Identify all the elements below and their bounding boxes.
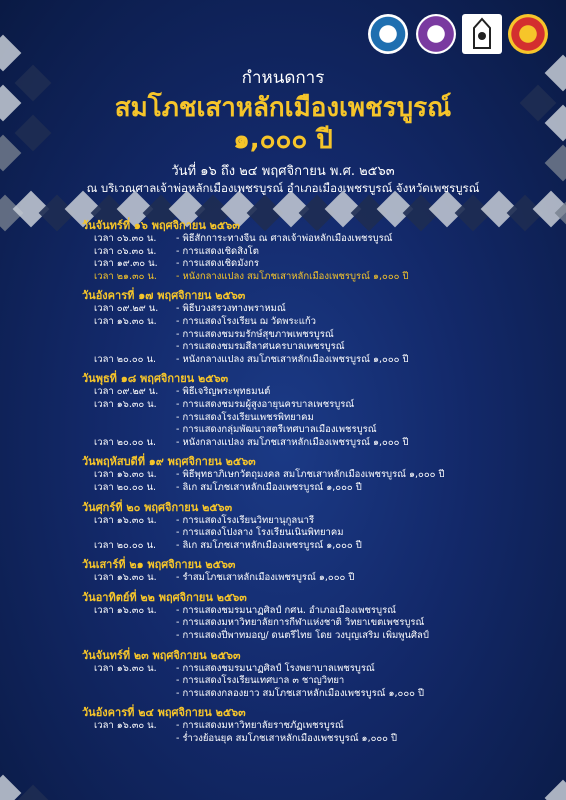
temple-icon (462, 14, 502, 54)
schedule-item: เวลา ๐๙.๒๙ น. - พิธีบวงสรวงทางพราหมณ์ (94, 303, 286, 315)
schedule-item: เวลา ๑๖.๓๐ น. - การแสดงโรงเรียน ฌ วัดพระแก้ว (94, 315, 316, 327)
emblem-icon (508, 14, 548, 54)
schedule-item: เวลา ๑๖.๓๐ น. - การแสดงมหาวิทยาลัยราชภัฏเพชรบูรณ์ (94, 720, 344, 732)
schedule-item: - การแสดงปี่พาทมอญ/ ดนตรีไทย โดย วงบุญเสริม เพิ่มพูนศิลป์ (176, 630, 429, 642)
schedule-item: - การแสดงโรงเรียนเทศบาล ๓ ชาญวิทยา (176, 675, 345, 687)
schedule-item: - การแสดงกลุ่มพัฒนาสตรีเทศบาลเมืองเพชรบูรณ์ (176, 424, 377, 436)
schedule-item: - การแสดงกลองยาว สมโภชเสาหลักเมืองเพชรบูรณ์ ๑,๐๐๐ ปี (176, 687, 425, 699)
day-heading: วันจันทร์ที่ ๑๖ พฤศจิกายน ๒๕๖๓ (82, 219, 240, 232)
event-venue: ณ บริเวณศาลเจ้าพ่อหลักเมืองเพชรบูรณ์ อำเภอเมืองเพชรบูรณ์ จังหวัดเพชรบูรณ์ (86, 181, 480, 195)
day-heading: วันอังคารที่ ๒๔ พฤศจิกายน ๒๕๖๓ (82, 706, 246, 720)
seal-icon (368, 14, 408, 54)
schedule-item: เวลา ๐๖.๓๐ น. - พิธีสักการะทางจีน ณ ศาลเจ้าพ่อหลักเมืองเพชรบูรณ์ (94, 233, 393, 244)
schedule-item: เวลา ๒๑.๓๐ น. - หนังกลางแปลง สมโภชเสาหลักเมืองเพชรบูรณ์ ๑,๐๐๐ ปี (94, 270, 409, 282)
day-heading: วันอังคารที่ ๑๗ พฤศจิกายน ๒๕๖๓ (82, 289, 246, 303)
schedule-item: เวลา ๑๖.๓๐ น. - การแสดงชมรมนาฏศิลป์ โรงพยาบาลเพชรบูรณ์ (94, 662, 375, 674)
schedule-item: เวลา ๒๐.๐๐ น. - ลิเก สมโภชเสาหลักเมืองเพชรบูรณ์ ๑,๐๐๐ ปี (94, 539, 362, 551)
event-dates: วันที่ ๑๖ ถึง ๒๔ พฤศจิกายน พ.ศ. ๒๕๖๓ (171, 164, 395, 179)
schedule-item: เวลา ๑๖.๓๐ น. - รำสมโภชเสาหลักเมืองเพชรบูรณ์ ๑,๐๐๐ ปี (94, 572, 355, 584)
day-heading: วันเสาร์ที่ ๒๑ พฤศจิกายน ๒๕๖๓ (82, 558, 236, 572)
schedule-item: เวลา ๑๙.๓๐ น. - การแสดงเชิดมังกร (94, 258, 259, 270)
university-icon (416, 14, 456, 54)
schedule-item: - ร่ำวงย้อนยุค สมโภชเสาหลักเมืองเพชรบูรณ์ ๑,๐๐๐ ปี (176, 733, 398, 745)
schedule-item: เวลา ๒๐.๐๐ น. - หนังกลางแปลง สมโภชเสาหลักเมืองเพชรบูรณ์ ๑,๐๐๐ ปี (94, 436, 409, 448)
heading-schedule: กำหนดการ (241, 68, 325, 88)
schedule-item: เวลา ๑๖.๓๐ น. - พิธีพุทธาภิเษกวัตถุมงคล สมโภชเสาหลักเมืองเพชรบูรณ์ ๑,๐๐๐ ปี (94, 469, 445, 481)
schedule-item: เวลา ๑๖.๓๐ น. - การแสดงชมรมนาฏศิลป์ กศน. อำเภอเมืองเพชรบูรณ์ (94, 604, 396, 616)
schedule-item: เวลา ๑๖.๓๐ น. - การแสดงโรงเรียนวิทยานุกูลนารี (94, 514, 315, 526)
schedule-item: - การแสดงโปงลาง โรงเรียนเนินพิทยาคม (176, 527, 344, 539)
schedule-item: เวลา ๐๙.๒๙ น. - พิธีเจริญพระพุทธมนต์ (94, 386, 271, 398)
day-heading: วันพฤหัสบดีที่ ๑๙ พฤศจิกายน ๒๕๖๓ (82, 455, 256, 469)
day-heading: วันพุธที่ ๑๘ พฤศจิกายน ๒๕๖๓ (82, 372, 229, 386)
diamond-shape (0, 775, 21, 800)
diamond-shape (545, 780, 566, 800)
schedule-item: - การแสดงชมรมสีลาศนครบาลเพชรบูรณ์ (176, 341, 345, 353)
schedule-item: เวลา ๒๐.๐๐ น. - ลิเก สมโภชเสาหลักเมืองเพชรบูรณ์ ๑,๐๐๐ ปี (94, 481, 362, 493)
schedule-list (82, 219, 522, 746)
schedule-item: - การแสดงชมรมรักษ์สุขภาพเพชรบูรณ์ (176, 328, 334, 340)
schedule-item: เวลา ๒๐.๐๐ น. - หนังกลางแปลง สมโภชเสาหลักเมืองเพชรบูรณ์ ๑,๐๐๐ ปี (94, 353, 409, 365)
page-title: สมโภชเสาหลักเมืองเพชรบูรณ์ (114, 93, 452, 123)
schedule-item: เวลา ๐๖.๓๐ น. - การแสดงเชิดสิงโต (94, 245, 259, 257)
schedule-item: เวลา ๑๖.๓๐ น. - การแสดงชมรมผู้สูงอายุนครบาลเพชรบูรณ์ (94, 398, 355, 410)
schedule-item: - การแสดงโรงเรียนเพชรพิทยาคม (176, 411, 314, 423)
schedule-item: - การแสดงมหาวิทยาลัยการกีฬาแห่งชาติ วิทยาเขตเพชรบูรณ์ (176, 617, 425, 629)
day-heading: วันอาทิตย์ที่ ๒๒ พฤศจิกายน ๒๕๖๓ (82, 590, 247, 604)
day-heading: วันศุกร์ที่ ๒๐ พฤศจิกายน ๒๕๖๓ (82, 500, 233, 514)
page-title-years: ๑,๐๐๐ ปี (233, 125, 333, 155)
day-heading: วันจันทร์ที่ ๒๓ พฤศจิกายน ๒๕๖๓ (82, 648, 241, 662)
